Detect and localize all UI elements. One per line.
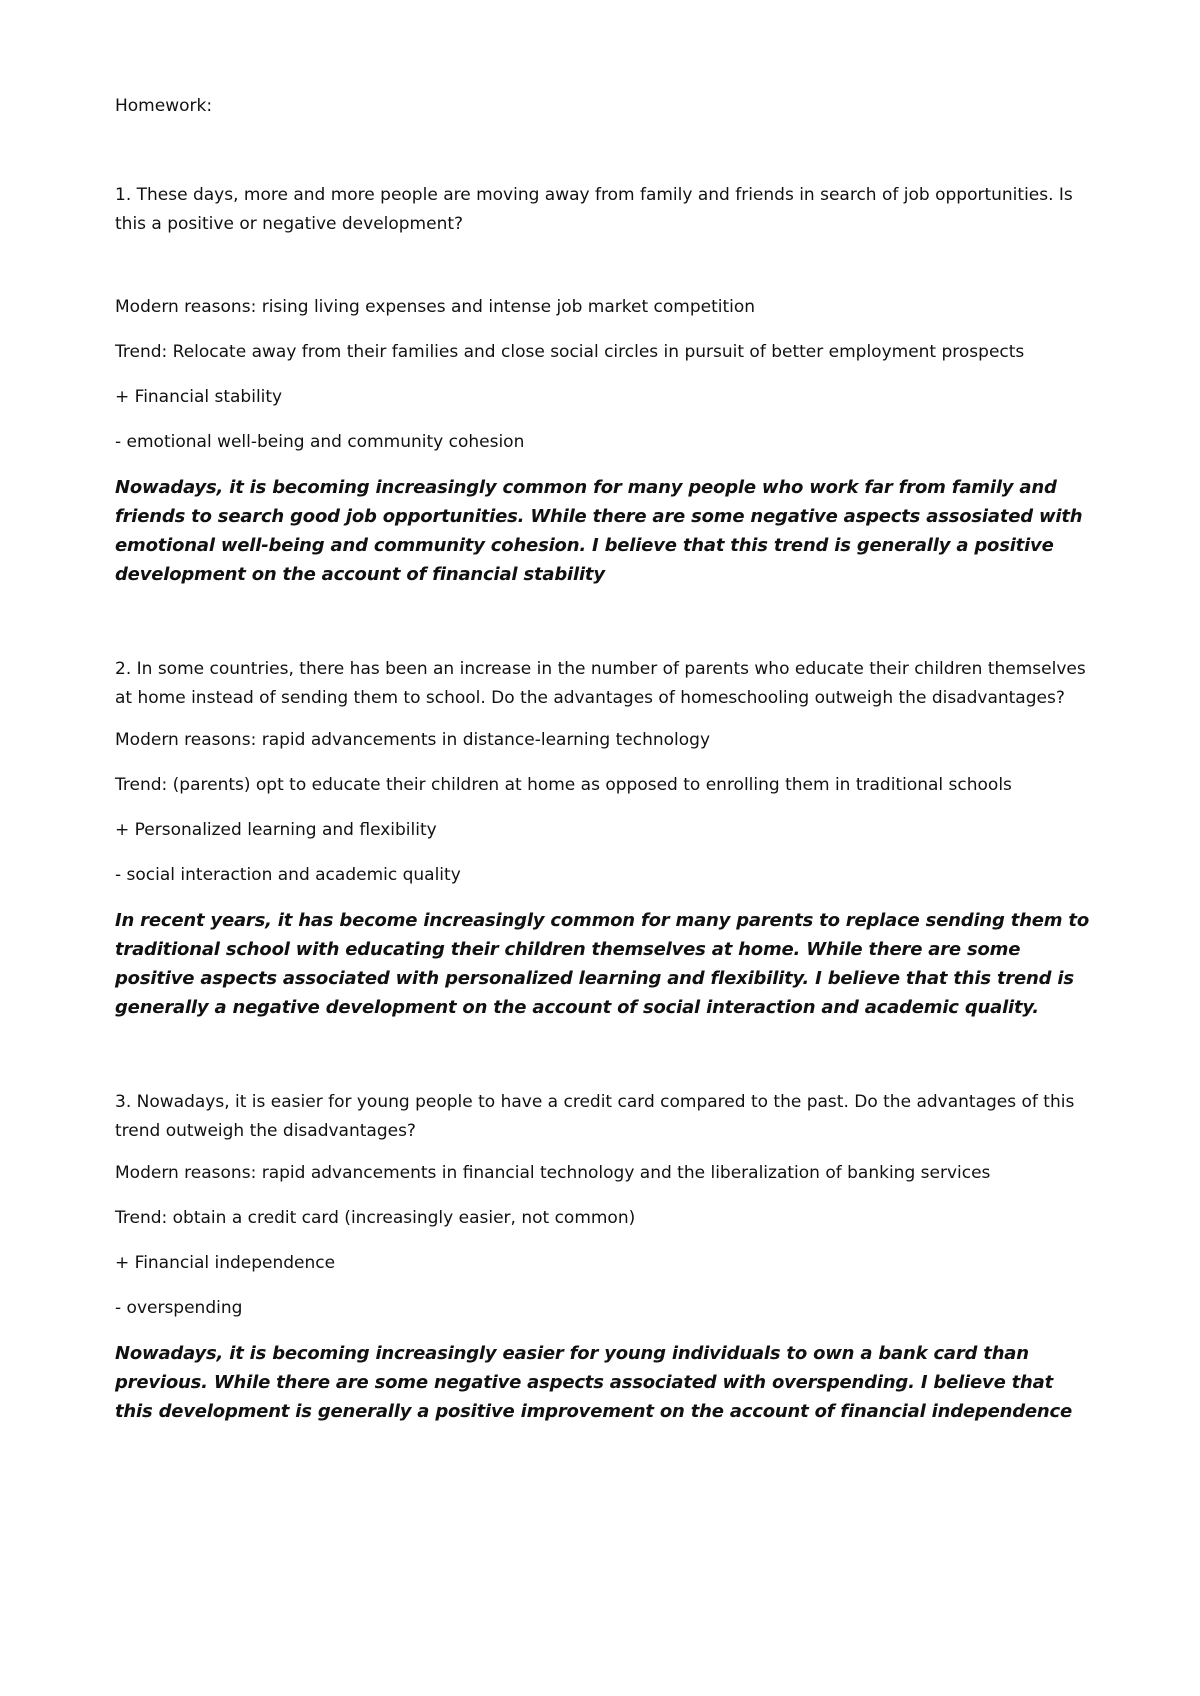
answer-paragraph: Nowadays, it is becoming increasingly common for many people who work far from family and friends to search good job opportunities. While there are some negative aspects assosiated with emotional well-being and community cohesion. I believe that this trend is generally a positive development on the account of financial stability [115, 477, 1083, 585]
spacer [115, 1146, 1090, 1159]
document-page [115, 92, 1090, 1426]
advantage-text: + Financial stability [115, 387, 283, 407]
question-text: 1. These days, more and more people are moving away from family and friends in search of job opportunities. Is this a positive or negative development? [115, 185, 1073, 234]
answer-paragraph: In recent years, it has become increasingly common for many parents to replace sending them to traditional school with educating their children themselves at home. While there are some positive aspects associated with personalized learning and flexibility. I believe that this trend is generally a negative development on the account of social interaction and academic quality. [115, 910, 1090, 1018]
homework-section-3 [115, 1088, 1090, 1426]
section-gap [115, 1022, 1090, 1088]
section-gap [115, 589, 1090, 655]
document-title: Homework: [115, 96, 213, 116]
trend-text: Trend: Relocate away from their families and close social circles in pursuit of better employment prospects [115, 342, 1025, 362]
disadvantage-text: - social interaction and academic quality [115, 865, 461, 885]
modern-reasons-text: Modern reasons: rising living expenses and intense job market competition [115, 297, 756, 317]
disadvantage-text: - emotional well-being and community cohesion [115, 432, 525, 452]
trend-text: Trend: (parents) opt to educate their children at home as opposed to enrolling them in traditional schools [115, 775, 1012, 795]
advantage-text: + Financial independence [115, 1253, 336, 1273]
homework-section-2 [115, 655, 1090, 1022]
trend-text: Trend: obtain a credit card (increasingly easier, not common) [115, 1208, 636, 1228]
homework-section-1 [115, 181, 1090, 589]
answer-paragraph: Nowadays, it is becoming increasingly easier for young individuals to own a bank card than previous. While there are some negative aspects associated with overspending. I believe that this development is generally a positive improvement on the account of financial independence [115, 1343, 1073, 1422]
advantage-text: + Personalized learning and flexibility [115, 820, 437, 840]
question-text: 3. Nowadays, it is easier for young people to have a credit card compared to the past. Do the advantages of this trend outweigh the disadvantages? [115, 1092, 1075, 1141]
modern-reasons-text: Modern reasons: rapid advancements in distance-learning technology [115, 730, 711, 750]
spacer [115, 239, 1090, 293]
disadvantage-text: - overspending [115, 1298, 243, 1318]
spacer [115, 713, 1090, 726]
modern-reasons-text: Modern reasons: rapid advancements in financial technology and the liberalization of banking services [115, 1163, 991, 1183]
question-text: 2. In some countries, there has been an increase in the number of parents who educate their children themselves at home instead of sending them to school. Do the advantages of homeschooling outweigh the disadvantages? [115, 659, 1086, 708]
